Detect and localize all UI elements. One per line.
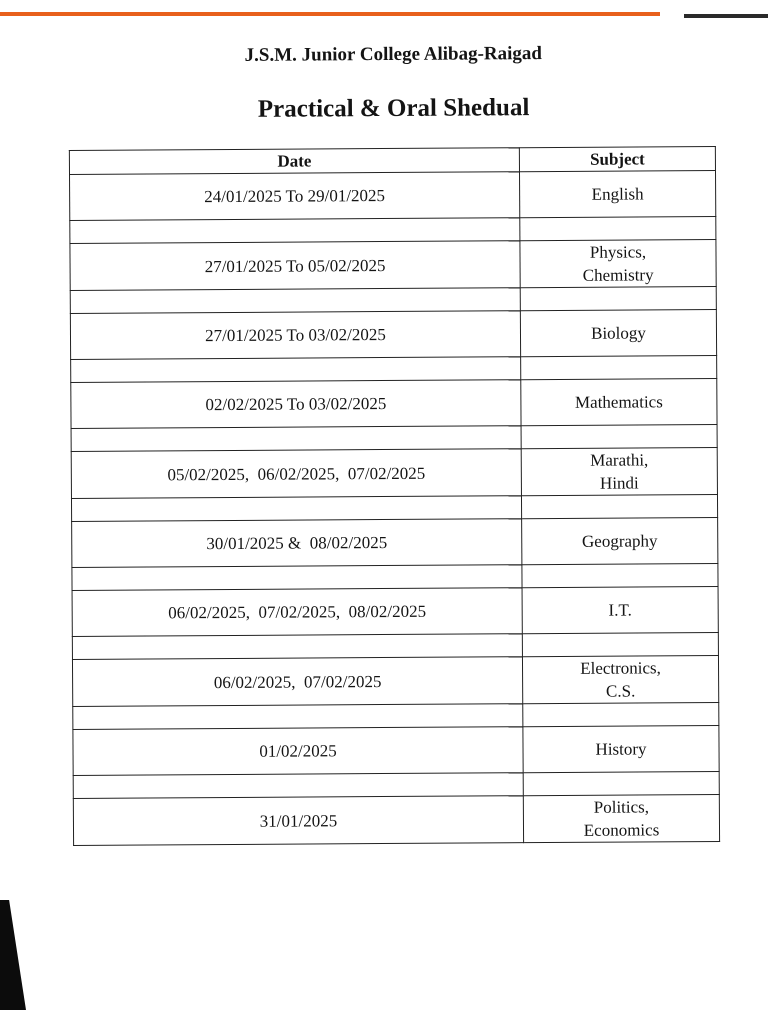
subject-line: Economics (583, 820, 660, 840)
subject-line: Electronics, (580, 658, 661, 678)
date-cell: 30/01/2025 & 08/02/2025 (72, 519, 522, 568)
table-row (70, 171, 716, 221)
subject-cell (520, 240, 716, 288)
date-cell: 31/01/2025 (73, 796, 523, 846)
empty-cell (520, 217, 716, 241)
empty-cell (71, 426, 521, 452)
subject-line: History (595, 739, 647, 759)
date-cell: 27/01/2025 To 05/02/2025 (70, 241, 520, 291)
empty-cell (71, 496, 521, 522)
subject-line: Mathematics (574, 392, 663, 412)
empty-cell (523, 702, 719, 726)
date-cell: 24/01/2025 To 29/01/2025 (70, 172, 520, 221)
column-header-subject: Subject (519, 147, 715, 172)
table-row (73, 725, 719, 775)
empty-cell (73, 704, 523, 730)
subject-line: Biology (591, 323, 646, 343)
date-cell: 01/02/2025 (73, 727, 523, 776)
empty-cell (522, 563, 718, 587)
empty-cell (521, 494, 717, 518)
subject-line: English (591, 184, 644, 204)
subject-line: Marathi, (590, 450, 649, 470)
subject-cell (519, 171, 715, 218)
table-header-row (69, 147, 715, 175)
empty-cell (520, 287, 716, 311)
subject-cell (520, 310, 716, 357)
table-row (71, 379, 717, 429)
empty-cell (521, 425, 717, 449)
empty-cell (72, 565, 522, 591)
subject-cell (522, 655, 718, 703)
subject-cell (523, 794, 719, 842)
empty-cell (522, 632, 718, 656)
date-cell: 05/02/2025, 06/02/2025, 07/02/2025 (71, 449, 521, 499)
empty-cell (523, 771, 719, 795)
table-row (70, 310, 716, 360)
date-cell: 06/02/2025, 07/02/2025, 08/02/2025 (72, 588, 522, 637)
table-row (72, 655, 718, 706)
subject-line: I.T. (608, 600, 632, 620)
empty-cell (70, 288, 520, 314)
subject-cell (522, 517, 718, 564)
table-row (71, 448, 717, 499)
table-row (72, 517, 718, 567)
subject-cell (522, 586, 718, 633)
table-row (72, 586, 718, 636)
column-header-date: Date (69, 148, 519, 175)
date-cell: 27/01/2025 To 03/02/2025 (70, 311, 520, 360)
subject-line: Hindi (599, 473, 639, 493)
subject-cell (521, 379, 717, 426)
date-cell: 02/02/2025 To 03/02/2025 (71, 380, 521, 429)
table-row (70, 240, 716, 291)
empty-cell (71, 357, 521, 383)
subject-cell (523, 725, 719, 772)
subject-line: Politics, (593, 797, 650, 817)
schedule-body (70, 171, 720, 846)
subject-cell (521, 448, 717, 496)
empty-cell (70, 218, 520, 244)
empty-cell (72, 634, 522, 660)
subject-line: Physics, (589, 242, 647, 262)
date-cell: 06/02/2025, 07/02/2025 (72, 657, 522, 707)
subject-line: Geography (581, 531, 658, 551)
schedule-table (69, 146, 720, 846)
table-row (73, 794, 719, 845)
empty-cell (521, 356, 717, 380)
empty-cell (73, 773, 523, 799)
subject-line: Chemistry (582, 265, 654, 285)
subject-line: C.S. (605, 681, 636, 701)
college-name: J.S.M. Junior College Alibag-Raigad (244, 43, 543, 66)
page-title: Practical & Oral Shedual (257, 94, 530, 123)
